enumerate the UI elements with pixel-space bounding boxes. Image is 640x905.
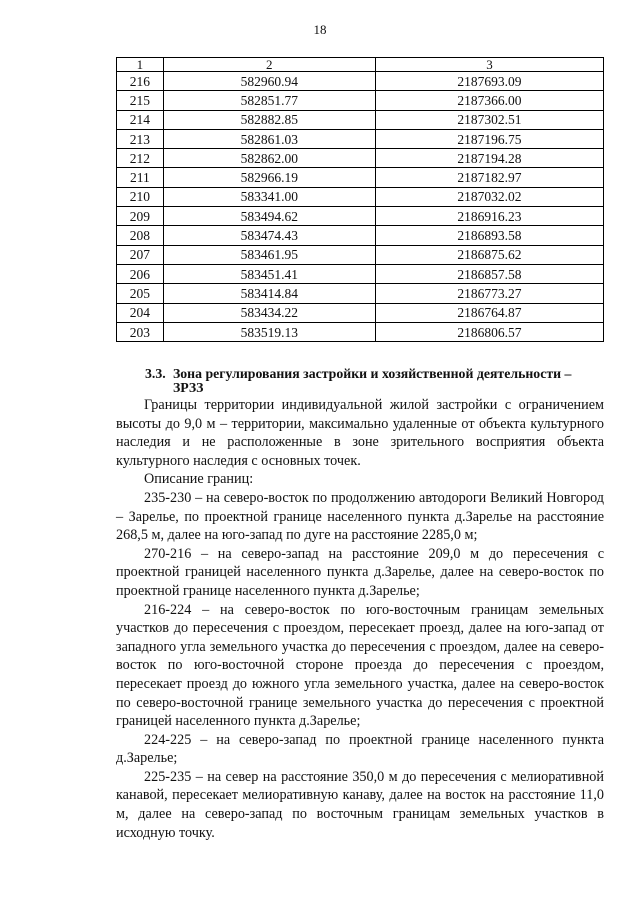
paragraph: 216-224 – на северо-восток по юго-восточным границам земельных участков до пересечения с проездом, пересекает проезд, далее на юго-запад от западного угла земельного участка до пересечения с проездом, далее на северо-восток по юго-восточной стороне проезда до пересечения с проездом, пересекает проезд до южного угла земельного участка, далее на северо-восток по северо-восточной границе земельного участка до пересечения с проектной границей населенного пункта д.Зарелье; bbox=[116, 601, 604, 730]
table-cell: 2186893.58 bbox=[375, 226, 603, 245]
table-cell: 583414.84 bbox=[163, 284, 375, 303]
table-cell: 583341.00 bbox=[163, 187, 375, 206]
table-cell: 211 bbox=[117, 168, 164, 187]
table-cell: 583461.95 bbox=[163, 245, 375, 264]
table-row bbox=[117, 303, 604, 322]
table-row bbox=[117, 245, 604, 264]
table-cell: 583434.22 bbox=[163, 303, 375, 322]
table-cell: 582861.03 bbox=[163, 129, 375, 148]
table-row bbox=[117, 129, 604, 148]
table-cell: 2187182.97 bbox=[375, 168, 603, 187]
section-title-line1: Зона регулирования застройки и хозяйственной деятельности – bbox=[173, 366, 572, 381]
table-cell: 212 bbox=[117, 149, 164, 168]
table-cell: 2187693.09 bbox=[375, 72, 603, 91]
table-cell: 2187194.28 bbox=[375, 149, 603, 168]
table-cell: 2187032.02 bbox=[375, 187, 603, 206]
table-cell: 582862.00 bbox=[163, 149, 375, 168]
table-cell: 583519.13 bbox=[163, 322, 375, 341]
table-cell: 2186764.87 bbox=[375, 303, 603, 322]
table-cell: 2186875.62 bbox=[375, 245, 603, 264]
page-number: 18 bbox=[313, 22, 327, 37]
table-cell: 2186916.23 bbox=[375, 207, 603, 226]
table-cell: 208 bbox=[117, 226, 164, 245]
table-row bbox=[117, 110, 604, 129]
paragraph: Описание границ: bbox=[144, 471, 254, 488]
coordinates-table bbox=[116, 57, 604, 342]
body-text bbox=[116, 396, 604, 842]
table-header-cell: 3 bbox=[375, 58, 603, 72]
table-cell: 2186773.27 bbox=[375, 284, 603, 303]
table-cell: 2187302.51 bbox=[375, 110, 603, 129]
table-cell: 583494.62 bbox=[163, 207, 375, 226]
table-cell: 582882.85 bbox=[163, 110, 375, 129]
table-row bbox=[117, 149, 604, 168]
table-header-row bbox=[117, 58, 604, 72]
paragraph: 225-235 – на север на расстояние 350,0 м до пересечения с мелиоративной канавой, пересекает мелиоративную канаву, далее на восток на расстояние 11,0 м, далее на северо-запад по восточным границам земельных участков в исходную точку. bbox=[116, 768, 604, 841]
table-row bbox=[117, 284, 604, 303]
table-row bbox=[117, 91, 604, 110]
paragraph: Границы территории индивидуальной жилой застройки с ограничением высоты до 9,0 м – территории, максимально удаленные от объекта культурного наследия и не расположенные в зоне зрительного восприятия объекта культурного наследия с основных точек. bbox=[116, 397, 604, 469]
table-row bbox=[117, 226, 604, 245]
paragraph: 270-216 – на северо-запад на расстояние 209,0 м до пересечения с проектной границей населенного пункта д.Зарелье, далее на северо-восток по проектной границе населенного пункта д.Зарелье; bbox=[116, 545, 604, 599]
paragraph: 235-230 – на северо-восток по продолжению автодороги Великий Новгород – Зарелье, по проектной границе населенного пункта д.Зарелье на расстояние 268,5 м, далее на юго-запад по дуге на расстояние 2285,0 м; bbox=[116, 489, 604, 544]
paragraph: 224-225 – на северо-запад по проектной границе населенного пункта д.Зарелье; bbox=[116, 731, 604, 767]
table-cell: 205 bbox=[117, 284, 164, 303]
table-cell: 2187366.00 bbox=[375, 91, 603, 110]
section-heading bbox=[145, 367, 605, 395]
table-cell: 213 bbox=[117, 129, 164, 148]
table-row bbox=[117, 264, 604, 283]
table-cell: 203 bbox=[117, 322, 164, 341]
section-title-line2: ЗРЗЗ bbox=[173, 380, 204, 395]
table-row bbox=[117, 168, 604, 187]
table-row bbox=[117, 207, 604, 226]
table-cell: 2186806.57 bbox=[375, 322, 603, 341]
table-cell: 583451.41 bbox=[163, 264, 375, 283]
table-header-cell: 2 bbox=[163, 58, 375, 72]
table-cell: 204 bbox=[117, 303, 164, 322]
table-cell: 582851.77 bbox=[163, 91, 375, 110]
table-cell: 583474.43 bbox=[163, 226, 375, 245]
table-cell: 215 bbox=[117, 91, 164, 110]
table-cell: 209 bbox=[117, 207, 164, 226]
table-cell: 582966.19 bbox=[163, 168, 375, 187]
table-header-cell: 1 bbox=[117, 58, 164, 72]
table-cell: 2187196.75 bbox=[375, 129, 603, 148]
table-cell: 207 bbox=[117, 245, 164, 264]
table-cell: 216 bbox=[117, 72, 164, 91]
table-cell: 214 bbox=[117, 110, 164, 129]
table-cell: 582960.94 bbox=[163, 72, 375, 91]
table-row bbox=[117, 187, 604, 206]
table-cell: 2186857.58 bbox=[375, 264, 603, 283]
section-number: 3.3. bbox=[145, 366, 166, 381]
table-row bbox=[117, 72, 604, 91]
table-row bbox=[117, 322, 604, 341]
table-cell: 210 bbox=[117, 187, 164, 206]
table-cell: 206 bbox=[117, 264, 164, 283]
